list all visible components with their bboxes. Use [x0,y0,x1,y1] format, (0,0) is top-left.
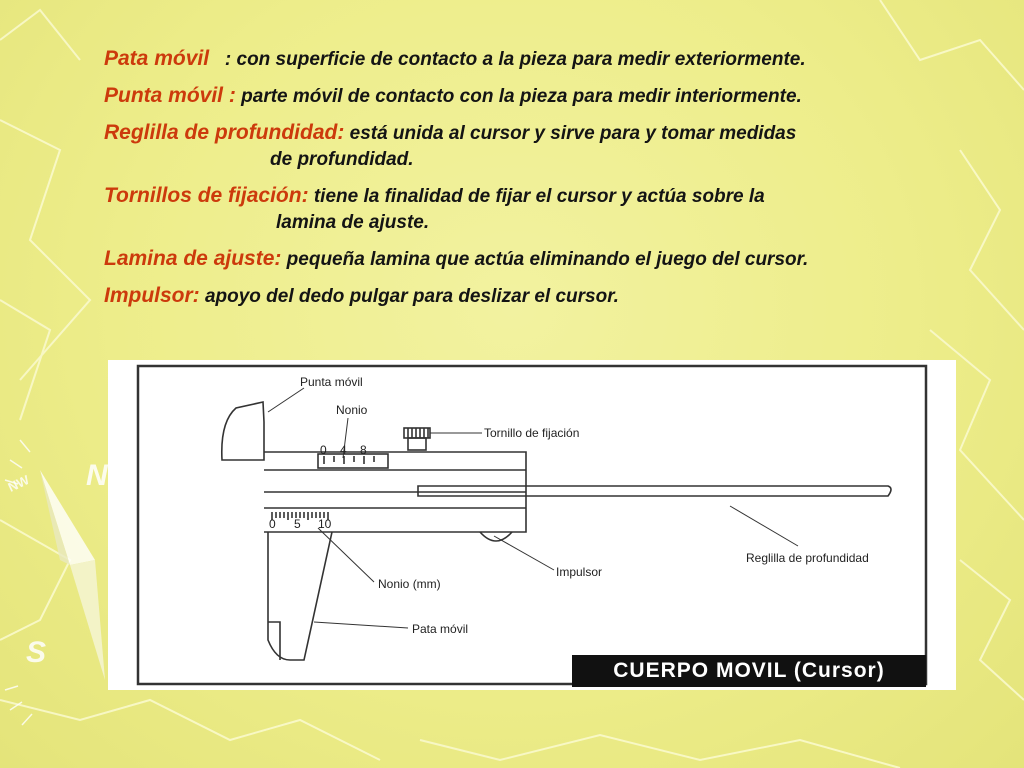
scale-top-4: 4 [340,443,347,457]
definition-text: : con superficie de contacto a la pieza para medir exteriormente. [224,49,806,70]
definition-text: tiene la finalidad de fijar el cursor y actúa sobre la [313,186,765,207]
definition-text-continuation: lamina de ajuste. [276,212,430,233]
scale-top-0: 0 [320,443,327,457]
definition-pata-movil [104,44,1004,75]
definition-reglilla-cont [104,145,1004,175]
separator [209,49,225,70]
scale-bottom-0: 0 [269,517,276,531]
scale-bottom-10: 10 [318,517,332,531]
definition-text-continuation: de profundidad. [270,149,414,170]
definitions-list [104,44,1004,312]
definition-text: pequeña lamina que actúa eliminando el juego del cursor. [286,249,809,270]
label-nonio: Nonio [336,403,368,417]
scale-bottom-5: 5 [294,517,301,531]
compass-n-letter: N [86,459,108,492]
definition-tornillos-cont [104,208,1004,238]
caliper-diagram [108,360,956,690]
definition-text: está unida al cursor y sirve para y tomar medidas [349,123,797,144]
label-punta-movil: Punta móvil [300,375,363,389]
label-reglilla: Reglilla de profundidad [746,551,869,565]
compass-nw-letter: NW [5,472,32,495]
definition-impulsor [104,281,1004,312]
caliper-drawing [108,360,956,690]
term: Impulsor: [104,284,200,307]
label-tornillo: Tornillo de fijación [484,426,580,440]
definition-text: parte móvil de contacto con la pieza para medir interiormente. [241,86,802,107]
term: Pata móvil [104,47,210,70]
definition-lamina [104,244,1004,275]
compass-s-letter: S [26,636,47,669]
term: Punta móvil : [104,84,236,107]
definition-text: apoyo del dedo pulgar para deslizar el cursor. [204,286,619,307]
label-impulsor: Impulsor [556,565,603,579]
term: Lamina de ajuste: [104,247,282,270]
term: Tornillos de fijación: [104,184,309,207]
scale-top-8: 8 [360,443,367,457]
label-pata-movil: Pata móvil [412,622,469,636]
term: Reglilla de profundidad: [104,121,345,144]
diagram-caption: CUERPO MOVIL (Cursor) [572,655,926,687]
label-nonio-mm: Nonio (mm) [378,577,441,591]
definition-punta-movil [104,81,1004,112]
